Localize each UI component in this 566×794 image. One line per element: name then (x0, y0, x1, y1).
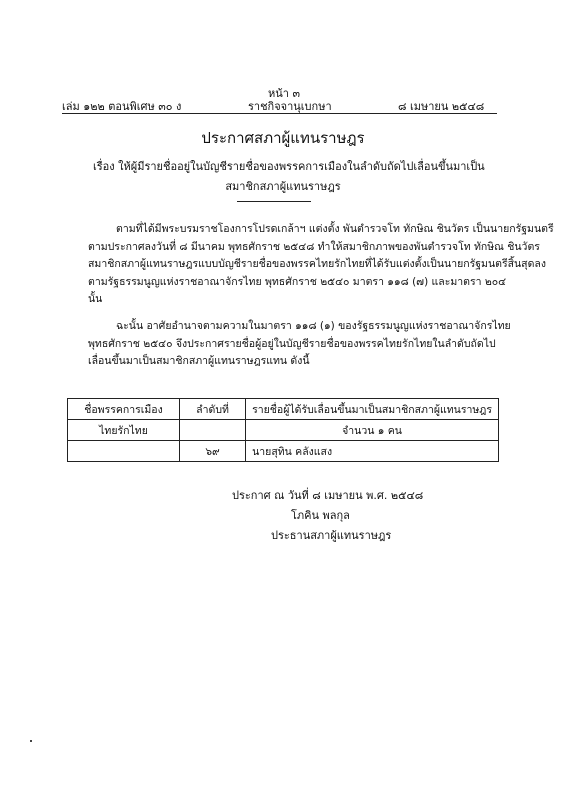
scan-speck (30, 740, 32, 742)
header-member: รายชื่อผู้ได้รับเลื่อนขึ้นมาเป็นสมาชิกสภาผู้แทนราษฎร (246, 399, 499, 420)
table-row (68, 420, 499, 441)
empty-cell (180, 420, 246, 441)
paragraph-1-line: ตามรัฐธรรมนูญแห่งราชอาณาจักรไทย พุทธศักราช ๒๕๔๐ มาตรา ๑๑๘ (๗) และมาตรา ๒๐๔ (88, 275, 507, 288)
party-cell: ไทยรักไทย (68, 420, 180, 441)
paragraph-1-line: สมาชิกสภาผู้แทนราษฎรแบบบัญชีรายชื่อของพรรคไทยรักไทยที่ได้รับแต่งตั้งเป็นนายกรัฐมนตรีสิ้นสุดลง (88, 258, 546, 270)
paragraph-1 (88, 221, 554, 309)
paragraph-2-line: พุทธศักราช ๒๕๔๐ จึงประกาศรายชื่อผู้อยู่ในบัญชีรายชื่อของพรรคไทยรักไทยในลำดับถัดไป (88, 337, 496, 350)
subject-line-1: เรื่อง ให้ผู้มีรายชื่ออยู่ในบัญชีรายชื่อของพรรคการเมืองในลำดับถัดไปเลื่อนขึ้นมาเป็น (93, 160, 485, 173)
members-table (67, 398, 499, 462)
paragraph-2 (88, 318, 511, 371)
gazette-volume: เล่ม ๑๒๒ ตอนพิเศษ ๓๐ ง (62, 100, 182, 113)
count-cell: จำนวน ๑ คน (246, 420, 499, 441)
empty-cell (68, 441, 180, 462)
document-title: ประกาศสภาผู้แทนราษฎร (201, 129, 365, 147)
gazette-publication: ราชกิจจานุเบกษา (248, 100, 332, 113)
paragraph-1-line: ตามที่ได้มีพระบรมราชโองการโปรดเกล้าฯ แต่งตั้ง พันตำรวจโท ทักษิณ ชินวัตร เป็นนายกรัฐมนตรี (116, 223, 554, 235)
signatory-name: โภคิน พลกุล (291, 509, 350, 522)
header-party: ชื่อพรรคการเมือง (68, 399, 180, 420)
table-row (68, 441, 499, 462)
paragraph-2-line: ฉะนั้น อาศัยอำนาจตามความในมาตรา ๑๑๘ (๑) ของรัฐธรรมนูญแห่งราชอาณาจักรไทย (116, 320, 511, 332)
rank-cell: ๖๙ (180, 441, 246, 462)
page-number: หน้า ๓ (268, 87, 300, 100)
gazette-date: ๘ เมษายน ๒๕๔๘ (398, 100, 485, 113)
paragraph-2-line: เลื่อนขึ้นมาเป็นสมาชิกสภาผู้แทนราษฎรแทน ดังนี้ (88, 355, 310, 367)
member-name-cell: นายสุทิน คลังแสง (246, 441, 499, 462)
header-divider (62, 113, 497, 114)
header-rank: ลำดับที่ (180, 399, 246, 420)
paragraph-1-line: นั้น (88, 293, 103, 305)
subject-line-2: สมาชิกสภาผู้แทนราษฎร (225, 180, 341, 193)
signatory-position: ประธานสภาผู้แทนราษฎร (271, 529, 392, 542)
paragraph-1-line: ตามประกาศลงวันที่ ๘ มีนาคม พุทธศักราช ๒๕๔๘ ทำให้สมาชิกภาพของพันตำรวจโท ทักษิณ ชินวัตร (88, 240, 540, 253)
table-header-row (68, 399, 499, 420)
announcement-date: ประกาศ ณ วันที่ ๘ เมษายน พ.ศ. ๒๕๔๘ (232, 489, 424, 502)
title-divider (237, 201, 311, 202)
